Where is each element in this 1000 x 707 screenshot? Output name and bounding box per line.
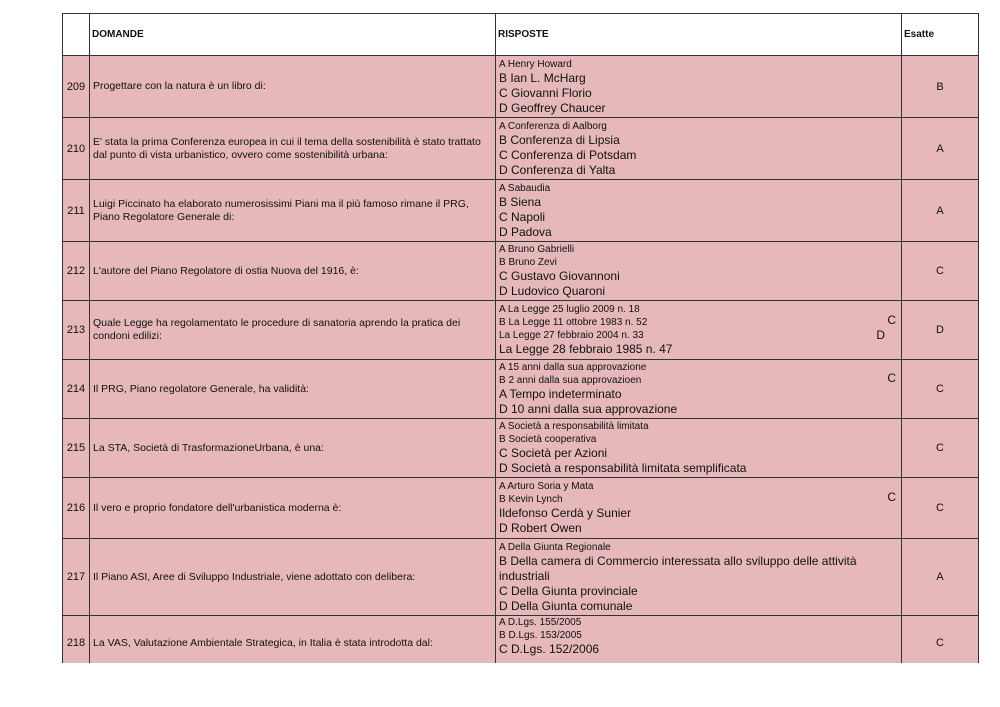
answers-cell <box>496 360 902 419</box>
table-row <box>63 118 979 180</box>
header-number <box>63 14 90 56</box>
stray-mark: C <box>887 313 896 327</box>
answers-cell <box>496 56 902 118</box>
table-row <box>63 301 979 360</box>
answer-option: C Della Giunta provinciale <box>499 583 638 598</box>
answer-option <box>499 329 898 342</box>
header-esatte: Esatte <box>902 14 979 56</box>
answer-option: B Siena <box>499 194 542 209</box>
correct-answer: C <box>902 360 979 419</box>
answer-option: D Società a responsabilità limitata semplificata <box>499 461 747 475</box>
table-row <box>63 180 979 242</box>
answers-cell <box>496 478 902 539</box>
answer-option: D Robert Owen <box>499 521 582 535</box>
question-number: 215 <box>63 419 90 478</box>
answer-option: A Arturo Soria y Mata <box>499 481 594 492</box>
answer-option: A Conferenza di Aalborg <box>499 120 607 132</box>
answer-option <box>499 313 898 329</box>
question-text: E' stata la prima Conferenza europea in cui il tema della sostenibilità è stato trattato dal punto di vista urbanistico, ovvero come sostenibilità urbana: <box>90 118 496 180</box>
correct-answer: A <box>902 539 979 616</box>
question-number: 217 <box>63 539 90 616</box>
table-row <box>63 419 979 478</box>
correct-answer: C <box>902 419 979 478</box>
header-row <box>63 14 979 56</box>
question-text: Il Piano ASI, Aree di Sviluppo Industriale, viene adottato con delibera: <box>90 539 496 616</box>
question-text: Progettare con la natura è un libro di: <box>90 56 496 118</box>
answer-option: A Tempo indeterminato <box>499 387 622 401</box>
quiz-table <box>62 13 979 663</box>
stray-mark: C <box>887 371 896 385</box>
correct-answer: C <box>902 242 979 301</box>
answer-option: Ildefonso Cerdà y Sunier <box>499 506 632 520</box>
answer-option: D Ludovico Quaroni <box>499 284 606 298</box>
question-text: Luigi Piccinato ha elaborato numerosissimi Piani ma il più famoso rimane il PRG, Piano Regolatore Generale di: <box>90 180 496 242</box>
question-number: 214 <box>63 360 90 419</box>
header-risposte: RISPOSTE <box>496 14 902 56</box>
answer-option-text: B 2 anni dalla sua approvazioen <box>499 375 642 386</box>
answers-cell <box>496 118 902 180</box>
answers-cell <box>496 616 902 663</box>
question-number: 213 <box>63 301 90 360</box>
answers-cell <box>496 180 902 242</box>
answer-option-text: B Kevin Lynch <box>499 494 563 505</box>
answer-option: A Società a responsabilità limitata <box>499 421 649 432</box>
answer-option: B Conferenza di Lipsia <box>499 132 620 147</box>
answer-option: B Della camera di Commercio interessata allo sviluppo delle attività industriali <box>499 553 857 583</box>
answer-option <box>499 371 898 387</box>
answer-option-text: La Legge 27 febbraio 2004 n. 33 <box>499 330 644 341</box>
question-text: Il vero e proprio fondatore dell'urbanistica moderna è: <box>90 478 496 539</box>
answer-option: A Della Giunta Regionale <box>499 541 611 553</box>
answer-option: A Henry Howard <box>499 58 572 70</box>
question-text: Il PRG, Piano regolatore Generale, ha validità: <box>90 360 496 419</box>
question-number: 218 <box>63 616 90 663</box>
answer-option: D 10 anni dalla sua approvazione <box>499 402 678 416</box>
answer-option: B Ian L. McHarg <box>499 70 586 85</box>
answer-option-text: B La Legge 11 ottobre 1983 n. 52 <box>499 317 648 328</box>
stray-mark: D <box>876 328 885 342</box>
answer-option: C Gustavo Giovannoni <box>499 269 620 283</box>
table-row <box>63 539 979 616</box>
answer-option: La Legge 28 febbraio 1985 n. 47 <box>499 342 673 356</box>
question-number: 210 <box>63 118 90 180</box>
correct-answer: A <box>902 180 979 242</box>
question-number: 212 <box>63 242 90 301</box>
table-row <box>63 242 979 301</box>
table-row <box>63 616 979 663</box>
answer-option: A La Legge 25 luglio 2009 n. 18 <box>499 304 640 315</box>
answer-option: A Bruno Gabrielli <box>499 244 575 255</box>
correct-answer: A <box>902 118 979 180</box>
answer-option: C Giovanni Florio <box>499 85 592 100</box>
answer-option: C Conferenza di Potsdam <box>499 147 637 162</box>
answer-option: D Padova <box>499 224 552 239</box>
answer-option: C D.Lgs. 152/2006 <box>499 642 600 656</box>
header-domande: DOMANDE <box>90 14 496 56</box>
answer-option: B Bruno Zevi <box>499 257 557 268</box>
question-text: La VAS, Valutazione Ambientale Strategica, in Italia è stata introdotta dal: <box>90 616 496 663</box>
stray-mark: C <box>887 490 896 504</box>
answers-cell <box>496 419 902 478</box>
answer-option: C Società per Azioni <box>499 446 608 460</box>
answer-option: B Società cooperativa <box>499 434 597 445</box>
answer-option: A Sabaudia <box>499 182 551 194</box>
question-number: 209 <box>63 56 90 118</box>
answer-option: D Conferenza di Yalta <box>499 162 616 177</box>
correct-answer: B <box>902 56 979 118</box>
answer-option: A D.Lgs. 155/2005 <box>499 617 582 628</box>
correct-answer: C <box>902 616 979 663</box>
answer-option <box>499 490 898 506</box>
answer-option: C Napoli <box>499 209 546 224</box>
question-number: 216 <box>63 478 90 539</box>
correct-answer: C <box>902 478 979 539</box>
question-text: L'autore del Piano Regolatore di ostia Nuova del 1916, è: <box>90 242 496 301</box>
answer-option: B D.Lgs. 153/2005 <box>499 630 582 641</box>
answers-cell <box>496 539 902 616</box>
answer-option: D Della Giunta comunale <box>499 598 633 613</box>
correct-answer: D <box>902 301 979 360</box>
answers-cell <box>496 301 902 360</box>
answer-option: A 15 anni dalla sua approvazione <box>499 362 647 373</box>
question-text: La STA, Società di TrasformazioneUrbana, è una: <box>90 419 496 478</box>
answer-option: D Geoffrey Chaucer <box>499 100 606 115</box>
question-number: 211 <box>63 180 90 242</box>
question-text: Quale Legge ha regolamentato le procedure di sanatoria aprendo la pratica dei condoni edilizi: <box>90 301 496 360</box>
table-row <box>63 360 979 419</box>
table-row <box>63 56 979 118</box>
table-row <box>63 478 979 539</box>
answers-cell <box>496 242 902 301</box>
